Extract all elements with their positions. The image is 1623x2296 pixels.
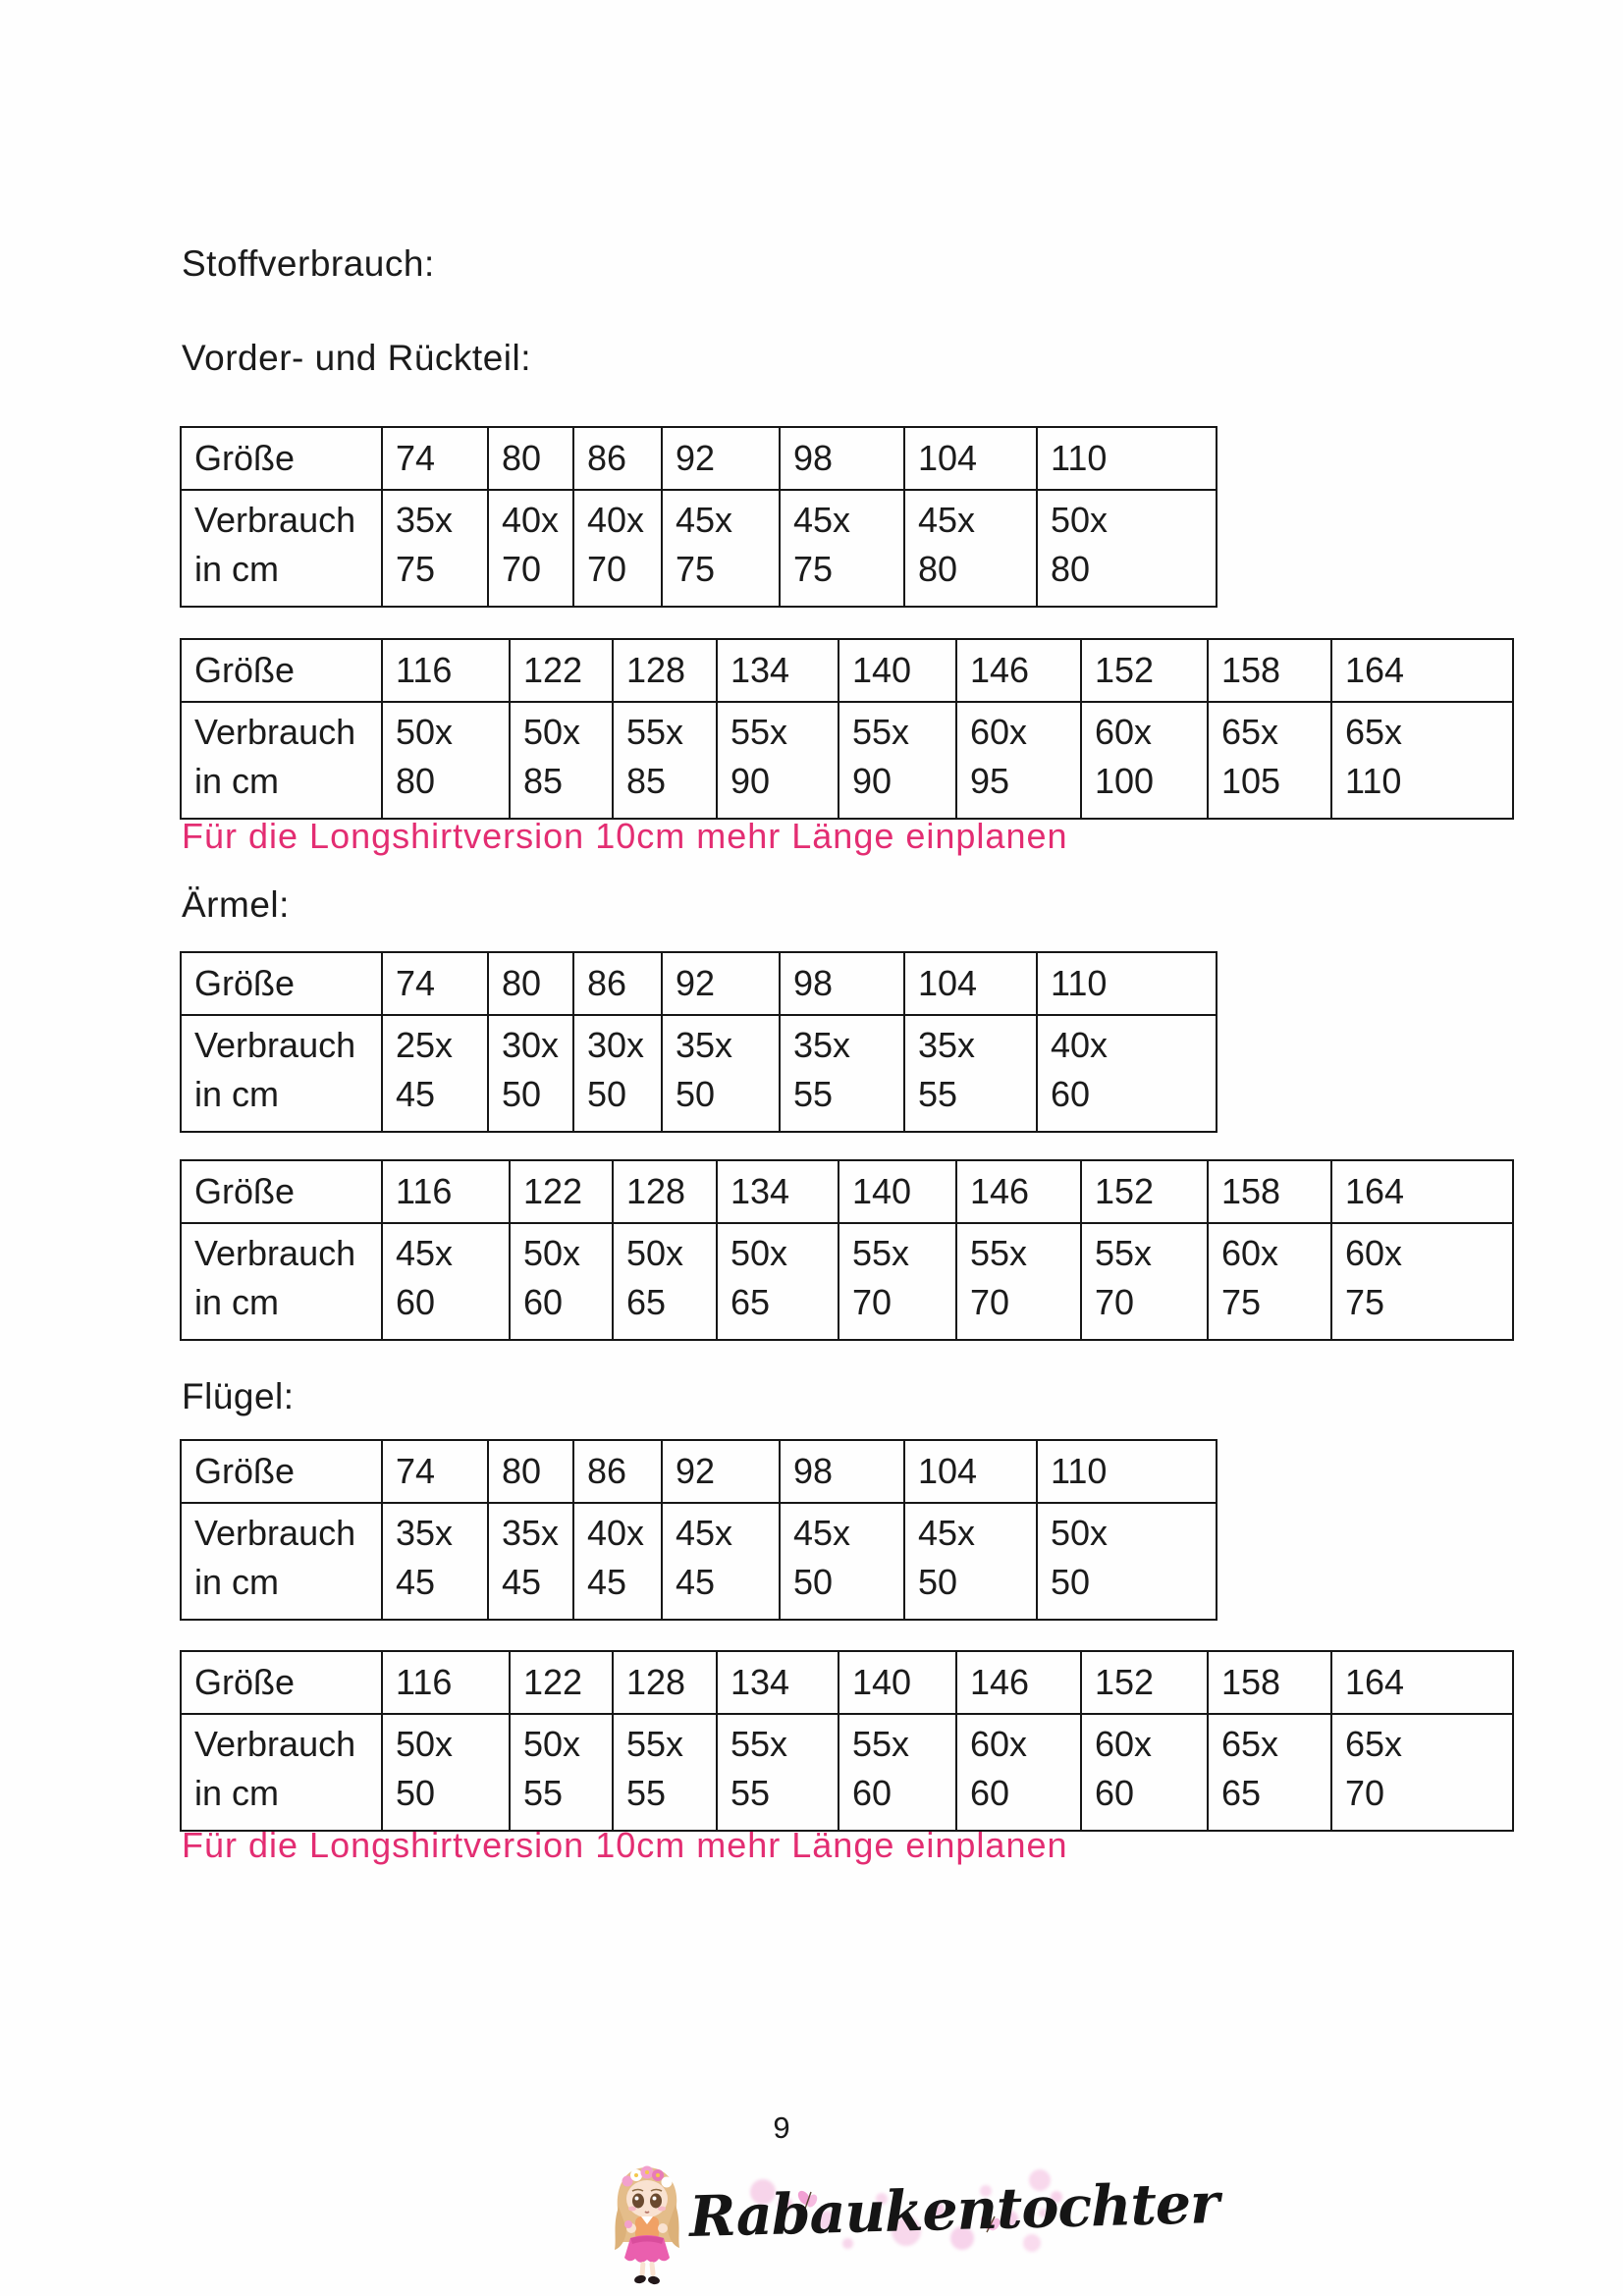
size-value-cell: 158 [1208, 1651, 1331, 1714]
usage-value-cell: 45x 60 [382, 1223, 510, 1340]
usage-value-cell: 40x 70 [573, 490, 662, 607]
usage-value-cell: 60x 75 [1208, 1223, 1331, 1340]
usage-row [181, 702, 1513, 819]
size-value-cell: 134 [717, 1651, 839, 1714]
usage-label-cell: Verbrauch in cm [181, 1714, 382, 1831]
size-value-cell: 158 [1208, 639, 1331, 702]
usage-row [181, 490, 1217, 607]
size-value-cell: 140 [839, 1651, 956, 1714]
size-value-cell: 128 [613, 1160, 717, 1223]
size-value-cell: 80 [488, 1440, 573, 1503]
fabric-table-vorder-sizes-74-110 [180, 426, 1217, 608]
usage-value-cell: 40x 45 [573, 1503, 662, 1620]
size-value-cell: 92 [662, 952, 780, 1015]
size-value-cell: 134 [717, 639, 839, 702]
longshirt-note-1: Für die Longshirtversion 10cm mehr Länge einplanen [182, 816, 1068, 856]
page-title: Stoffverbrauch: [182, 243, 435, 284]
fabric-usage-table [180, 1650, 1514, 1832]
section-heading-vorder-rueckteil: Vorder- und Rückteil: [182, 338, 532, 378]
fabric-table-aermel-sizes-74-110 [180, 951, 1217, 1133]
size-label-cell: Größe [181, 1440, 382, 1503]
usage-value-cell: 60x 75 [1331, 1223, 1513, 1340]
usage-value-cell: 55x 55 [613, 1714, 717, 1831]
usage-value-cell: 35x 75 [382, 490, 488, 607]
size-value-cell: 128 [613, 1651, 717, 1714]
size-value-cell: 164 [1331, 1160, 1513, 1223]
fabric-table-vorder-sizes-116-164 [180, 638, 1514, 820]
page-number: 9 [773, 2110, 790, 2145]
size-label-cell: Größe [181, 639, 382, 702]
logo-wordmark: Rabaukentochter [688, 2169, 1219, 2251]
usage-value-cell: 50x 65 [613, 1223, 717, 1340]
usage-value-cell: 45x 50 [904, 1503, 1037, 1620]
section-heading-aermel: Ärmel: [182, 884, 290, 925]
usage-value-cell: 65x 65 [1208, 1714, 1331, 1831]
usage-value-cell: 55x 90 [839, 702, 956, 819]
usage-value-cell: 35x 50 [662, 1015, 780, 1132]
usage-value-cell: 35x 55 [904, 1015, 1037, 1132]
size-value-cell: 74 [382, 1440, 488, 1503]
usage-value-cell: 45x 45 [662, 1503, 780, 1620]
size-value-cell: 80 [488, 952, 573, 1015]
size-label-cell: Größe [181, 1651, 382, 1714]
section-heading-fluegel: Flügel: [182, 1376, 295, 1416]
usage-value-cell: 65x 110 [1331, 702, 1513, 819]
usage-value-cell: 55x 70 [956, 1223, 1081, 1340]
size-row [181, 1651, 1513, 1714]
size-row [181, 952, 1217, 1015]
usage-value-cell: 45x 75 [780, 490, 904, 607]
size-value-cell: 92 [662, 1440, 780, 1503]
usage-value-cell: 40x 70 [488, 490, 573, 607]
size-value-cell: 86 [573, 952, 662, 1015]
usage-label-cell: Verbrauch in cm [181, 1223, 382, 1340]
usage-value-cell: 35x 45 [488, 1503, 573, 1620]
usage-value-cell: 55x 60 [839, 1714, 956, 1831]
usage-value-cell: 60x 60 [1081, 1714, 1208, 1831]
usage-value-cell: 50x 65 [717, 1223, 839, 1340]
size-value-cell: 86 [573, 1440, 662, 1503]
size-label-cell: Größe [181, 427, 382, 490]
size-value-cell: 86 [573, 427, 662, 490]
usage-row [181, 1714, 1513, 1831]
size-row [181, 639, 1513, 702]
size-row [181, 1160, 1513, 1223]
size-value-cell: 164 [1331, 639, 1513, 702]
size-value-cell: 110 [1037, 1440, 1217, 1503]
usage-value-cell: 50x 50 [382, 1714, 510, 1831]
usage-value-cell: 55x 70 [1081, 1223, 1208, 1340]
usage-value-cell: 55x 90 [717, 702, 839, 819]
usage-label-cell: Verbrauch in cm [181, 490, 382, 607]
usage-value-cell: 35x 55 [780, 1015, 904, 1132]
usage-value-cell: 25x 45 [382, 1015, 488, 1132]
fabric-usage-table [180, 638, 1514, 820]
size-value-cell: 122 [510, 1651, 613, 1714]
size-row [181, 427, 1217, 490]
usage-value-cell: 50x 60 [510, 1223, 613, 1340]
usage-value-cell: 30x 50 [488, 1015, 573, 1132]
size-row [181, 1440, 1217, 1503]
fabric-usage-table [180, 1159, 1514, 1341]
size-value-cell: 134 [717, 1160, 839, 1223]
usage-value-cell: 60x 60 [956, 1714, 1081, 1831]
usage-value-cell: 50x 85 [510, 702, 613, 819]
size-value-cell: 98 [780, 427, 904, 490]
fabric-usage-table [180, 426, 1217, 608]
usage-value-cell: 65x 70 [1331, 1714, 1513, 1831]
size-value-cell: 122 [510, 639, 613, 702]
usage-value-cell: 60x 100 [1081, 702, 1208, 819]
size-value-cell: 152 [1081, 1160, 1208, 1223]
usage-row [181, 1503, 1217, 1620]
size-value-cell: 164 [1331, 1651, 1513, 1714]
fabric-usage-table [180, 1439, 1217, 1621]
size-value-cell: 80 [488, 427, 573, 490]
usage-value-cell: 40x 60 [1037, 1015, 1217, 1132]
size-value-cell: 104 [904, 1440, 1037, 1503]
size-label-cell: Größe [181, 1160, 382, 1223]
longshirt-note-2: Für die Longshirtversion 10cm mehr Länge einplanen [182, 1825, 1068, 1865]
usage-value-cell: 50x 55 [510, 1714, 613, 1831]
usage-label-cell: Verbrauch in cm [181, 1503, 382, 1620]
usage-row [181, 1223, 1513, 1340]
size-label-cell: Größe [181, 952, 382, 1015]
size-value-cell: 110 [1037, 952, 1217, 1015]
size-value-cell: 122 [510, 1160, 613, 1223]
size-value-cell: 140 [839, 639, 956, 702]
size-value-cell: 140 [839, 1160, 956, 1223]
usage-value-cell: 45x 50 [780, 1503, 904, 1620]
usage-value-cell: 65x 105 [1208, 702, 1331, 819]
size-value-cell: 92 [662, 427, 780, 490]
fabric-usage-table [180, 951, 1217, 1133]
usage-value-cell: 50x 80 [382, 702, 510, 819]
size-value-cell: 98 [780, 952, 904, 1015]
usage-value-cell: 30x 50 [573, 1015, 662, 1132]
fabric-table-aermel-sizes-116-164 [180, 1159, 1514, 1341]
fabric-table-fluegel-sizes-74-110 [180, 1439, 1217, 1621]
size-value-cell: 146 [956, 1651, 1081, 1714]
size-value-cell: 116 [382, 639, 510, 702]
usage-value-cell: 55x 85 [613, 702, 717, 819]
size-value-cell: 152 [1081, 1651, 1208, 1714]
size-value-cell: 74 [382, 952, 488, 1015]
usage-value-cell: 60x 95 [956, 702, 1081, 819]
size-value-cell: 104 [904, 427, 1037, 490]
size-value-cell: 128 [613, 639, 717, 702]
usage-label-cell: Verbrauch in cm [181, 702, 382, 819]
usage-value-cell: 50x 50 [1037, 1503, 1217, 1620]
flower-girl-icon [605, 2160, 689, 2289]
size-value-cell: 158 [1208, 1160, 1331, 1223]
size-value-cell: 74 [382, 427, 488, 490]
size-value-cell: 110 [1037, 427, 1217, 490]
size-value-cell: 146 [956, 1160, 1081, 1223]
size-value-cell: 146 [956, 639, 1081, 702]
size-value-cell: 104 [904, 952, 1037, 1015]
usage-label-cell: Verbrauch in cm [181, 1015, 382, 1132]
usage-value-cell: 50x 80 [1037, 490, 1217, 607]
usage-value-cell: 45x 80 [904, 490, 1037, 607]
usage-value-cell: 45x 75 [662, 490, 780, 607]
size-value-cell: 116 [382, 1160, 510, 1223]
fabric-table-fluegel-sizes-116-164 [180, 1650, 1514, 1832]
usage-value-cell: 35x 45 [382, 1503, 488, 1620]
usage-row [181, 1015, 1217, 1132]
size-value-cell: 98 [780, 1440, 904, 1503]
brand-logo [585, 2152, 1219, 2296]
usage-value-cell: 55x 55 [717, 1714, 839, 1831]
size-value-cell: 116 [382, 1651, 510, 1714]
usage-value-cell: 55x 70 [839, 1223, 956, 1340]
size-value-cell: 152 [1081, 639, 1208, 702]
